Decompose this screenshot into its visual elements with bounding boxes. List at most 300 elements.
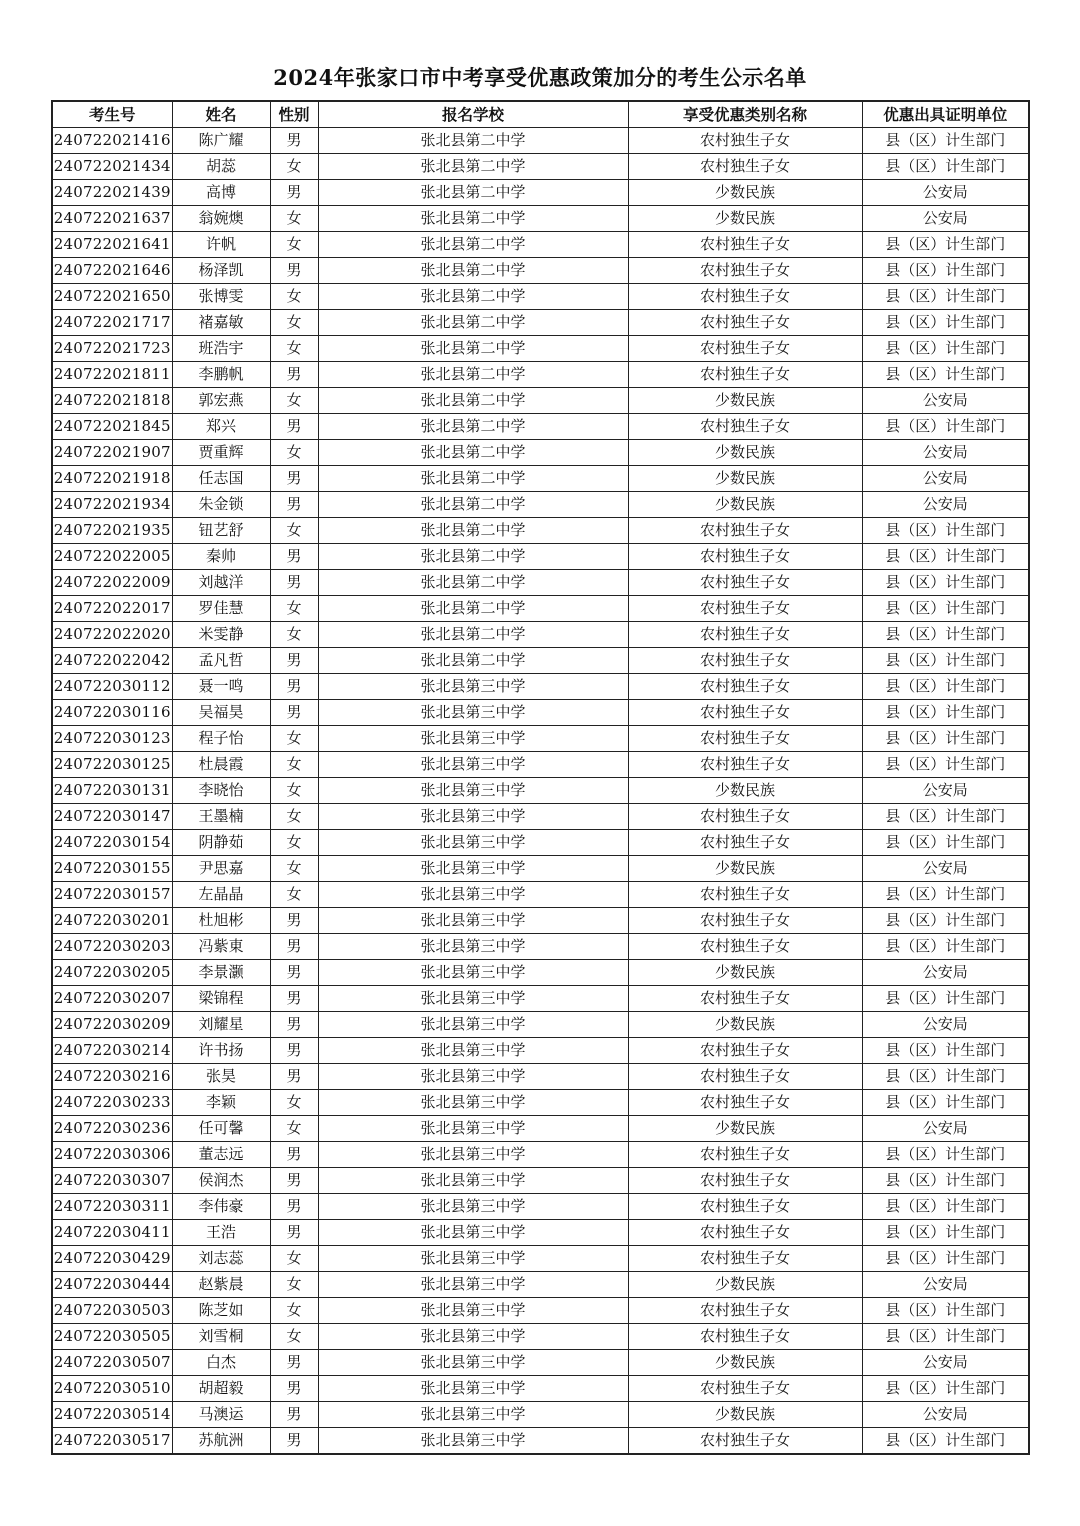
gender-cell: 女 [270,154,318,180]
table-row [52,1038,1029,1064]
name-cell: 白杰 [172,1350,270,1376]
certifying-unit-cell: 县（区）计生部门 [862,830,1029,856]
name-cell: 许帆 [172,232,270,258]
policy-category-cell: 农村独生子女 [628,1298,862,1324]
certifying-unit-cell: 县（区）计生部门 [862,284,1029,310]
gender-cell: 男 [270,908,318,934]
certifying-unit-cell: 县（区）计生部门 [862,336,1029,362]
name-cell: 陈广耀 [172,128,270,154]
school-cell: 张北县第二中学 [318,466,628,492]
policy-category-cell: 农村独生子女 [628,1090,862,1116]
school-cell: 张北县第二中学 [318,622,628,648]
table-row [52,1142,1029,1168]
certifying-unit-cell: 县（区）计生部门 [862,908,1029,934]
name-cell: 李颖 [172,1090,270,1116]
certifying-unit-cell: 县（区）计生部门 [862,622,1029,648]
name-cell: 杨泽凯 [172,258,270,284]
exam-id-cell: 240722030157 [52,882,172,908]
certifying-unit-cell: 公安局 [862,1350,1029,1376]
gender-cell: 女 [270,804,318,830]
name-cell: 翁婉燠 [172,206,270,232]
policy-category-cell: 农村独生子女 [628,1038,862,1064]
gender-cell: 男 [270,1142,318,1168]
exam-id-cell: 240722030507 [52,1350,172,1376]
exam-id-cell: 240722030444 [52,1272,172,1298]
table-row [52,1376,1029,1402]
exam-id-cell: 240722030112 [52,674,172,700]
table-row [52,1064,1029,1090]
gender-cell: 女 [270,284,318,310]
exam-id-cell: 240722030201 [52,908,172,934]
table-row [52,1194,1029,1220]
certifying-unit-cell: 县（区）计生部门 [862,752,1029,778]
name-cell: 刘志蕊 [172,1246,270,1272]
school-cell: 张北县第二中学 [318,388,628,414]
policy-category-cell: 农村独生子女 [628,908,862,934]
gender-cell: 男 [270,986,318,1012]
policy-category-cell: 农村独生子女 [628,362,862,388]
certifying-unit-cell: 县（区）计生部门 [862,1246,1029,1272]
exam-id-cell: 240722030155 [52,856,172,882]
exam-id-cell: 240722030214 [52,1038,172,1064]
school-cell: 张北县第三中学 [318,882,628,908]
document-title: 2024年张家口市中考享受优惠政策加分的考生公示名单 [273,65,807,90]
school-cell: 张北县第二中学 [318,336,628,362]
name-cell: 秦帅 [172,544,270,570]
policy-category-cell: 农村独生子女 [628,518,862,544]
header-gender: 性别 [270,101,318,128]
name-cell: 赵紫晨 [172,1272,270,1298]
gender-cell: 男 [270,1168,318,1194]
school-cell: 张北县第三中学 [318,1142,628,1168]
gender-cell: 女 [270,752,318,778]
name-cell: 王墨楠 [172,804,270,830]
school-cell: 张北县第三中学 [318,1090,628,1116]
certifying-unit-cell: 公安局 [862,960,1029,986]
exam-id-cell: 240722030203 [52,934,172,960]
school-cell: 张北县第三中学 [318,1272,628,1298]
policy-category-cell: 农村独生子女 [628,934,862,960]
certifying-unit-cell: 县（区）计生部门 [862,1376,1029,1402]
certifying-unit-cell: 公安局 [862,180,1029,206]
policy-category-cell: 农村独生子女 [628,414,862,440]
certifying-unit-cell: 公安局 [862,1402,1029,1428]
gender-cell: 男 [270,1220,318,1246]
name-cell: 任志国 [172,466,270,492]
school-cell: 张北县第二中学 [318,570,628,596]
table-row [52,154,1029,180]
name-cell: 贾重辉 [172,440,270,466]
policy-category-cell: 农村独生子女 [628,726,862,752]
gender-cell: 女 [270,726,318,752]
name-cell: 胡蕊 [172,154,270,180]
certifying-unit-cell: 县（区）计生部门 [862,1090,1029,1116]
certifying-unit-cell: 县（区）计生部门 [862,128,1029,154]
certifying-unit-cell: 县（区）计生部门 [862,700,1029,726]
header-policy-category: 享受优惠类别名称 [628,101,862,128]
certifying-unit-cell: 县（区）计生部门 [862,1324,1029,1350]
school-cell: 张北县第三中学 [318,1012,628,1038]
name-cell: 郭宏燕 [172,388,270,414]
name-cell: 刘雪桐 [172,1324,270,1350]
name-cell: 张博雯 [172,284,270,310]
exam-id-cell: 240722030216 [52,1064,172,1090]
name-cell: 罗佳慧 [172,596,270,622]
gender-cell: 女 [270,1246,318,1272]
school-cell: 张北县第二中学 [318,310,628,336]
exam-id-cell: 240722021717 [52,310,172,336]
policy-category-cell: 农村独生子女 [628,232,862,258]
table-row [52,700,1029,726]
policy-category-cell: 少数民族 [628,206,862,232]
exam-id-cell: 240722022020 [52,622,172,648]
certifying-unit-cell: 公安局 [862,1012,1029,1038]
table-row [52,336,1029,362]
table-row [52,544,1029,570]
certifying-unit-cell: 县（区）计生部门 [862,232,1029,258]
table-row [52,856,1029,882]
gender-cell: 男 [270,180,318,206]
candidate-table [51,100,1030,1455]
gender-cell: 男 [270,934,318,960]
exam-id-cell: 240722021646 [52,258,172,284]
name-cell: 左晶晶 [172,882,270,908]
certifying-unit-cell: 县（区）计生部门 [862,648,1029,674]
school-cell: 张北县第二中学 [318,596,628,622]
certifying-unit-cell: 县（区）计生部门 [862,544,1029,570]
name-cell: 聂一鸣 [172,674,270,700]
gender-cell: 男 [270,648,318,674]
name-cell: 孟凡哲 [172,648,270,674]
policy-category-cell: 农村独生子女 [628,700,862,726]
school-cell: 张北县第三中学 [318,1064,628,1090]
certifying-unit-cell: 县（区）计生部门 [862,1428,1029,1455]
name-cell: 李伟豪 [172,1194,270,1220]
exam-id-cell: 240722022005 [52,544,172,570]
certifying-unit-cell: 公安局 [862,1116,1029,1142]
policy-category-cell: 农村独生子女 [628,622,862,648]
gender-cell: 女 [270,622,318,648]
gender-cell: 男 [270,1194,318,1220]
name-cell: 马澳运 [172,1402,270,1428]
table-row [52,440,1029,466]
header-school: 报名学校 [318,101,628,128]
gender-cell: 女 [270,1324,318,1350]
gender-cell: 男 [270,466,318,492]
school-cell: 张北县第三中学 [318,1116,628,1142]
exam-id-cell: 240722030510 [52,1376,172,1402]
table-row [52,362,1029,388]
school-cell: 张北县第二中学 [318,362,628,388]
table-row [52,1246,1029,1272]
certifying-unit-cell: 公安局 [862,206,1029,232]
exam-id-cell: 240722021918 [52,466,172,492]
gender-cell: 男 [270,674,318,700]
school-cell: 张北县第三中学 [318,1220,628,1246]
school-cell: 张北县第三中学 [318,856,628,882]
exam-id-cell: 240722030306 [52,1142,172,1168]
exam-id-cell: 240722021907 [52,440,172,466]
certifying-unit-cell: 县（区）计生部门 [862,518,1029,544]
school-cell: 张北县第三中学 [318,778,628,804]
name-cell: 苏航洲 [172,1428,270,1455]
name-cell: 褚嘉敏 [172,310,270,336]
table-row [52,466,1029,492]
name-cell: 杜晨霞 [172,752,270,778]
table-row [52,180,1029,206]
policy-category-cell: 少数民族 [628,440,862,466]
certifying-unit-cell: 县（区）计生部门 [862,414,1029,440]
exam-id-cell: 240722021637 [52,206,172,232]
school-cell: 张北县第三中学 [318,1038,628,1064]
name-cell: 胡超毅 [172,1376,270,1402]
gender-cell: 男 [270,960,318,986]
table-row [52,960,1029,986]
gender-cell: 女 [270,830,318,856]
gender-cell: 男 [270,1402,318,1428]
school-cell: 张北县第三中学 [318,1324,628,1350]
table-row [52,492,1029,518]
exam-id-cell: 240722022017 [52,596,172,622]
table-row [52,804,1029,830]
certifying-unit-cell: 县（区）计生部门 [862,258,1029,284]
certifying-unit-cell: 县（区）计生部门 [862,1194,1029,1220]
school-cell: 张北县第二中学 [318,492,628,518]
exam-id-cell: 240722030514 [52,1402,172,1428]
policy-category-cell: 农村独生子女 [628,596,862,622]
table-row [52,1324,1029,1350]
policy-category-cell: 少数民族 [628,856,862,882]
policy-category-cell: 农村独生子女 [628,1376,862,1402]
school-cell: 张北县第三中学 [318,986,628,1012]
school-cell: 张北县第二中学 [318,648,628,674]
name-cell: 李鹏帆 [172,362,270,388]
school-cell: 张北县第二中学 [318,128,628,154]
school-cell: 张北县第二中学 [318,414,628,440]
school-cell: 张北县第三中学 [318,1194,628,1220]
school-cell: 张北县第三中学 [318,1298,628,1324]
name-cell: 阴静茹 [172,830,270,856]
name-cell: 许书扬 [172,1038,270,1064]
name-cell: 郑兴 [172,414,270,440]
policy-category-cell: 农村独生子女 [628,1246,862,1272]
table-row [52,232,1029,258]
table-row [52,986,1029,1012]
gender-cell: 女 [270,1272,318,1298]
table-row [52,1272,1029,1298]
policy-category-cell: 农村独生子女 [628,1194,862,1220]
school-cell: 张北县第三中学 [318,1428,628,1455]
certifying-unit-cell: 公安局 [862,466,1029,492]
certifying-unit-cell: 公安局 [862,778,1029,804]
table-row [52,1298,1029,1324]
policy-category-cell: 少数民族 [628,960,862,986]
exam-id-cell: 240722021641 [52,232,172,258]
exam-id-cell: 240722030307 [52,1168,172,1194]
policy-category-cell: 农村独生子女 [628,1220,862,1246]
gender-cell: 女 [270,232,318,258]
gender-cell: 男 [270,128,318,154]
exam-id-cell: 240722030503 [52,1298,172,1324]
certifying-unit-cell: 县（区）计生部门 [862,804,1029,830]
table-row [52,674,1029,700]
table-row [52,830,1029,856]
school-cell: 张北县第三中学 [318,1376,628,1402]
header-name: 姓名 [172,101,270,128]
policy-category-cell: 农村独生子女 [628,310,862,336]
policy-category-cell: 少数民族 [628,1116,862,1142]
policy-category-cell: 农村独生子女 [628,1168,862,1194]
name-cell: 吴福昊 [172,700,270,726]
table-row [52,934,1029,960]
name-cell: 程子怡 [172,726,270,752]
table-row [52,518,1029,544]
policy-category-cell: 农村独生子女 [628,830,862,856]
certifying-unit-cell: 县（区）计生部门 [862,154,1029,180]
certifying-unit-cell: 县（区）计生部门 [862,1168,1029,1194]
policy-category-cell: 农村独生子女 [628,1324,862,1350]
name-cell: 张昊 [172,1064,270,1090]
school-cell: 张北县第二中学 [318,154,628,180]
policy-category-cell: 农村独生子女 [628,258,862,284]
school-cell: 张北县第三中学 [318,934,628,960]
policy-category-cell: 少数民族 [628,1350,862,1376]
certifying-unit-cell: 县（区）计生部门 [862,596,1029,622]
gender-cell: 男 [270,544,318,570]
name-cell: 米雯静 [172,622,270,648]
school-cell: 张北县第二中学 [318,258,628,284]
certifying-unit-cell: 县（区）计生部门 [862,934,1029,960]
gender-cell: 男 [270,258,318,284]
certifying-unit-cell: 公安局 [862,388,1029,414]
certifying-unit-cell: 县（区）计生部门 [862,674,1029,700]
policy-category-cell: 农村独生子女 [628,1428,862,1455]
policy-category-cell: 农村独生子女 [628,882,862,908]
name-cell: 钮艺舒 [172,518,270,544]
certifying-unit-cell: 县（区）计生部门 [862,570,1029,596]
exam-id-cell: 240722021434 [52,154,172,180]
table-row [52,310,1029,336]
certifying-unit-cell: 公安局 [862,440,1029,466]
exam-id-cell: 240722021723 [52,336,172,362]
gender-cell: 男 [270,1376,318,1402]
exam-id-cell: 240722030147 [52,804,172,830]
certifying-unit-cell: 县（区）计生部门 [862,310,1029,336]
exam-id-cell: 240722021416 [52,128,172,154]
policy-category-cell: 农村独生子女 [628,284,862,310]
gender-cell: 女 [270,206,318,232]
name-cell: 尹思嘉 [172,856,270,882]
policy-category-cell: 少数民族 [628,180,862,206]
gender-cell: 男 [270,1064,318,1090]
gender-cell: 男 [270,570,318,596]
name-cell: 侯润杰 [172,1168,270,1194]
exam-id-cell: 240722030125 [52,752,172,778]
policy-category-cell: 农村独生子女 [628,674,862,700]
table-row [52,726,1029,752]
exam-id-cell: 240722021439 [52,180,172,206]
school-cell: 张北县第三中学 [318,752,628,778]
policy-category-cell: 农村独生子女 [628,1142,862,1168]
policy-category-cell: 少数民族 [628,492,862,518]
name-cell: 高博 [172,180,270,206]
table-row [52,1350,1029,1376]
name-cell: 梁锦程 [172,986,270,1012]
certifying-unit-cell: 县（区）计生部门 [862,1298,1029,1324]
policy-category-cell: 农村独生子女 [628,128,862,154]
exam-id-cell: 240722030123 [52,726,172,752]
table-row [52,1168,1029,1194]
name-cell: 董志远 [172,1142,270,1168]
exam-id-cell: 240722030207 [52,986,172,1012]
certifying-unit-cell: 公安局 [862,856,1029,882]
gender-cell: 女 [270,856,318,882]
policy-category-cell: 少数民族 [628,466,862,492]
exam-id-cell: 240722021934 [52,492,172,518]
school-cell: 张北县第三中学 [318,726,628,752]
header-exam-id: 考生号 [52,101,172,128]
exam-id-cell: 240722030205 [52,960,172,986]
gender-cell: 男 [270,1038,318,1064]
table-row [52,908,1029,934]
gender-cell: 男 [270,1428,318,1455]
certifying-unit-cell: 县（区）计生部门 [862,362,1029,388]
exam-id-cell: 240722030209 [52,1012,172,1038]
name-cell: 刘越洋 [172,570,270,596]
exam-id-cell: 240722030131 [52,778,172,804]
gender-cell: 男 [270,700,318,726]
gender-cell: 女 [270,882,318,908]
gender-cell: 女 [270,1090,318,1116]
school-cell: 张北县第三中学 [318,960,628,986]
exam-id-cell: 240722030233 [52,1090,172,1116]
table-row [52,1090,1029,1116]
name-cell: 陈芝如 [172,1298,270,1324]
gender-cell: 男 [270,1012,318,1038]
certifying-unit-cell: 县（区）计生部门 [862,882,1029,908]
policy-category-cell: 农村独生子女 [628,570,862,596]
table-row [52,1428,1029,1455]
exam-id-cell: 240722021811 [52,362,172,388]
table-row [52,1220,1029,1246]
school-cell: 张北县第二中学 [318,518,628,544]
school-cell: 张北县第三中学 [318,1402,628,1428]
school-cell: 张北县第三中学 [318,1246,628,1272]
exam-id-cell: 240722030517 [52,1428,172,1455]
policy-category-cell: 农村独生子女 [628,154,862,180]
name-cell: 朱金锁 [172,492,270,518]
policy-category-cell: 农村独生子女 [628,648,862,674]
policy-category-cell: 农村独生子女 [628,336,862,362]
gender-cell: 女 [270,1298,318,1324]
certifying-unit-cell: 县（区）计生部门 [862,1142,1029,1168]
policy-category-cell: 农村独生子女 [628,804,862,830]
table-header-row [52,101,1029,128]
certifying-unit-cell: 公安局 [862,1272,1029,1298]
table-row [52,1012,1029,1038]
name-cell: 任可馨 [172,1116,270,1142]
name-cell: 李晓怡 [172,778,270,804]
gender-cell: 女 [270,518,318,544]
policy-category-cell: 少数民族 [628,1012,862,1038]
exam-id-cell: 240722030311 [52,1194,172,1220]
name-cell: 冯紫東 [172,934,270,960]
gender-cell: 女 [270,336,318,362]
table-row [52,648,1029,674]
name-cell: 杜旭彬 [172,908,270,934]
table-row [52,206,1029,232]
exam-id-cell: 240722022042 [52,648,172,674]
